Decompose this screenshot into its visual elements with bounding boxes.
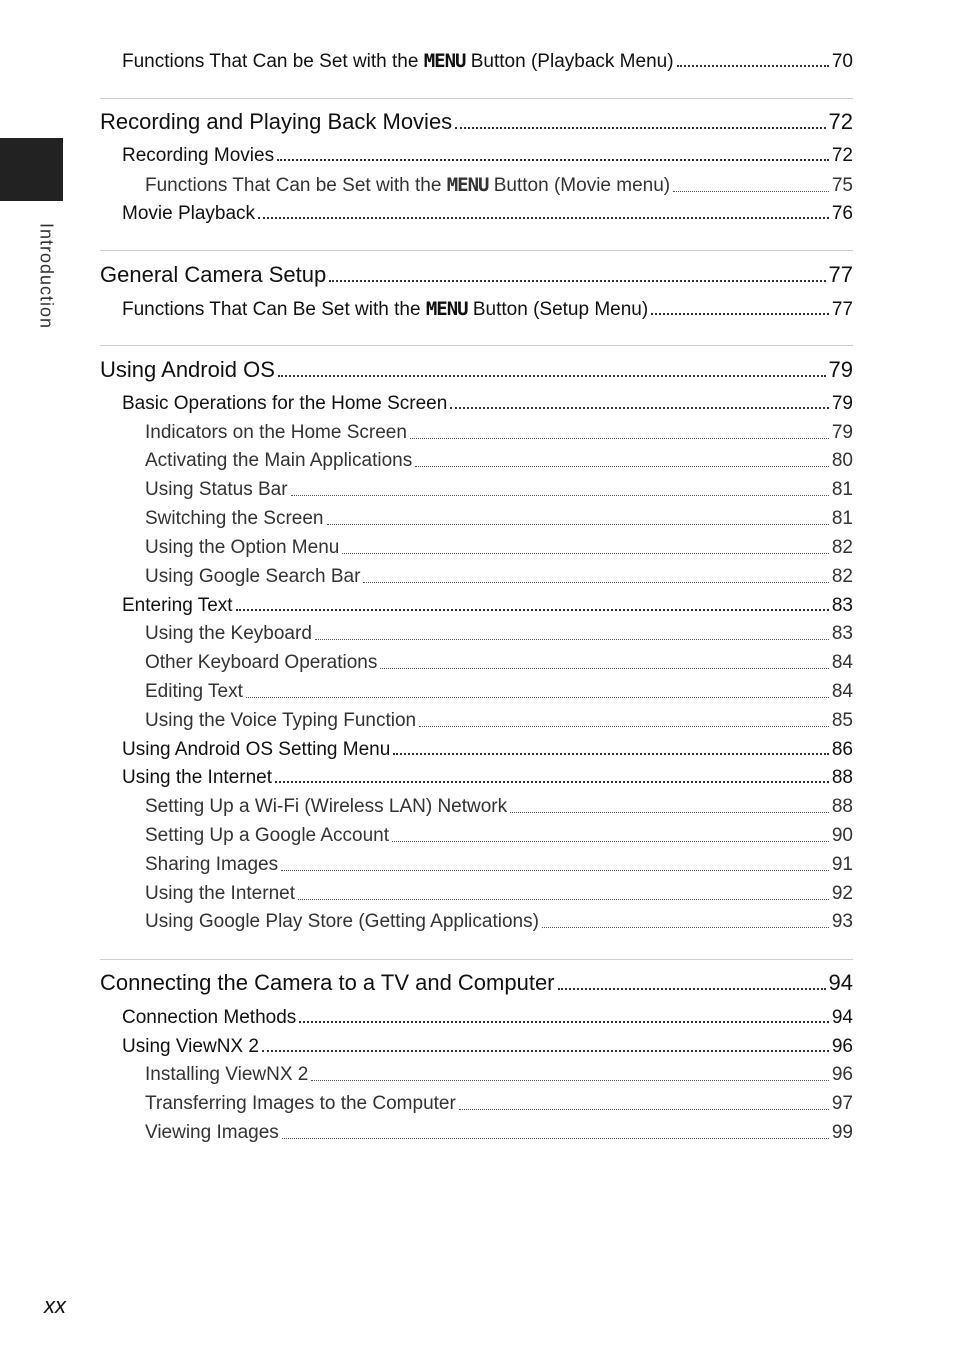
toc-subentry[interactable] [145,883,853,905]
toc-subentry[interactable] [145,1122,853,1144]
toc-page-number: 82 [831,566,853,587]
dot-leader [542,927,829,928]
toc-entry-title: Transferring Images to the Computer [145,1093,456,1114]
toc-page-number: 90 [831,825,853,846]
toc-page-number: 85 [831,710,853,731]
toc-entry-title: Sharing Images [145,854,279,875]
toc-page-number: 79 [828,357,853,382]
toc-entry[interactable] [122,739,853,761]
toc-entry-title: Functions That Can be Set with the MENU Button (Movie menu) [145,174,671,196]
dot-leader [380,668,829,669]
dot-leader [419,726,829,727]
toc-section-heading[interactable] [100,262,853,288]
dot-leader [278,375,826,377]
toc-entry-title: Using Status Bar [145,479,288,500]
section-divider [100,98,853,99]
dot-leader [510,812,829,813]
toc-subentry[interactable] [145,422,853,444]
toc-page-number: 84 [831,652,853,673]
menu-button-icon: MENU [423,50,466,72]
toc-entry[interactable] [122,145,853,167]
toc-page-number: 86 [831,739,853,760]
toc-entry-title: Using the Option Menu [145,537,340,558]
toc-page-number: 81 [831,508,853,529]
toc-entry-title: Setting Up a Google Account [145,825,389,846]
toc-page-number: 97 [831,1093,853,1114]
dot-leader [459,1109,829,1110]
toc-entry[interactable] [122,50,853,73]
toc-page-number: 72 [831,145,853,166]
toc-page-number: 82 [831,537,853,558]
toc-entry-title: Using the Internet [145,883,295,904]
dot-leader [262,1050,829,1052]
toc-page-number: 70 [831,51,853,72]
toc-page-number: 91 [831,854,853,875]
section-divider [100,250,853,251]
toc-entry-title: Indicators on the Home Screen [145,422,407,443]
toc-page-number: 77 [828,262,853,287]
toc-subentry[interactable] [145,710,853,732]
toc-subentry[interactable] [145,911,853,933]
toc-subentry[interactable] [145,537,853,559]
section-divider [100,959,853,960]
toc-page-number: 83 [831,595,853,616]
toc-subentry[interactable] [145,854,853,876]
toc-subentry[interactable] [145,508,853,530]
toc-entry[interactable] [122,203,853,225]
dot-leader [246,697,829,698]
dot-leader [415,466,829,467]
toc-entry-title: Using Android OS [100,357,275,382]
toc-page-number: 77 [831,299,853,320]
dot-leader [258,217,829,219]
toc-page-number: 93 [831,911,853,932]
dot-leader [363,582,828,583]
chapter-side-label: Introduction [36,222,57,330]
dot-leader [236,609,829,611]
page-number: xx [44,1293,66,1318]
toc-subentry[interactable] [145,681,853,703]
dot-leader [651,313,829,315]
dot-leader [392,841,829,842]
toc-section-heading[interactable] [100,109,853,135]
toc-entry-title: Switching the Screen [145,508,324,529]
dot-leader [275,781,829,783]
toc-entry[interactable] [122,1007,853,1029]
dot-leader [311,1080,829,1081]
section-divider [100,345,853,346]
toc-entry[interactable] [122,595,853,617]
dot-leader [455,127,825,129]
dot-leader [342,553,829,554]
toc-entry-title: Using the Voice Typing Function [145,710,417,731]
toc-entry-title: Using Google Play Store (Getting Applications) [145,911,539,932]
toc-entry-title: Entering Text [122,595,233,616]
toc-page-number: 79 [831,393,853,414]
toc-entry-title: Connecting the Camera to a TV and Computer [100,970,555,995]
toc-subentry[interactable] [145,652,853,674]
toc-entry-title: Using Android OS Setting Menu [122,739,391,760]
toc-subentry[interactable] [145,174,853,197]
toc-page-number: 99 [831,1122,853,1143]
toc-page-number: 72 [828,109,853,134]
menu-button-icon: MENU [446,174,489,196]
toc-entry-title: Basic Operations for the Home Screen [122,393,448,414]
toc-subentry[interactable] [145,796,853,818]
toc-entry-title: Recording Movies [122,145,275,166]
toc-subentry[interactable] [145,825,853,847]
chapter-tab-marker [0,138,63,201]
toc-entry-title: Connection Methods [122,1007,297,1028]
toc-subentry[interactable] [145,479,853,501]
toc-entry[interactable] [122,298,853,321]
toc-entry-title: General Camera Setup [100,262,327,287]
toc-entry-title: Using Google Search Bar [145,566,361,587]
toc-page-number: 84 [831,681,853,702]
toc-subentry[interactable] [145,1093,853,1115]
dot-leader [450,407,829,409]
toc-entry-title: Viewing Images [145,1122,279,1143]
toc-page-number: 79 [831,422,853,443]
toc-page-number: 92 [831,883,853,904]
toc-entry-title: Movie Playback [122,203,256,224]
dot-leader [299,1021,829,1023]
toc-entry-title: Recording and Playing Back Movies [100,109,453,134]
toc-page-number: 83 [831,623,853,644]
toc-entry-title: Using the Internet [122,767,272,788]
toc-page-number: 96 [831,1036,853,1057]
dot-leader [298,899,829,900]
toc-entry[interactable] [122,767,853,789]
dot-leader [329,280,825,282]
dot-leader [315,639,829,640]
toc-section-heading[interactable] [100,357,853,383]
toc-entry-title: Installing ViewNX 2 [145,1064,309,1085]
dot-leader [291,495,829,496]
toc-page-number: 96 [831,1064,853,1085]
toc-entry-title: Setting Up a Wi-Fi (Wireless LAN) Network [145,796,508,817]
toc-entry-title: Functions That Can Be Set with the MENU Button (Setup Menu) [122,298,649,320]
toc-page-number: 88 [831,796,853,817]
toc-page-number: 88 [831,767,853,788]
toc-subentry[interactable] [145,1064,853,1086]
toc-entry-title: Editing Text [145,681,243,702]
toc-page-number: 81 [831,479,853,500]
dot-leader [558,988,826,990]
dot-leader [282,1138,829,1139]
dot-leader [393,753,829,755]
dot-leader [277,159,829,161]
toc-entry[interactable] [122,393,853,415]
dot-leader [281,870,829,871]
toc-page-number: 94 [831,1007,853,1028]
dot-leader [327,524,829,525]
dot-leader [677,65,829,67]
toc-entry-title: Using the Keyboard [145,623,312,644]
toc-section-heading[interactable] [100,970,853,996]
toc-entry-title: Functions That Can be Set with the MENU Button (Playback Menu) [122,50,674,72]
toc-subentry[interactable] [145,450,853,472]
toc-entry-title: Activating the Main Applications [145,450,413,471]
toc-subentry[interactable] [145,623,853,645]
toc-page-number: 80 [831,450,853,471]
menu-button-icon: MENU [425,298,468,320]
toc-page-number: 75 [831,175,853,196]
toc-entry-title: Other Keyboard Operations [145,652,378,673]
toc-entry-title: Using ViewNX 2 [122,1036,259,1057]
dot-leader [673,191,829,192]
toc-subentry[interactable] [145,566,853,588]
toc-page-number: 76 [831,203,853,224]
dot-leader [410,438,829,439]
toc-entry[interactable] [122,1036,853,1058]
toc-page-number: 94 [828,970,853,995]
